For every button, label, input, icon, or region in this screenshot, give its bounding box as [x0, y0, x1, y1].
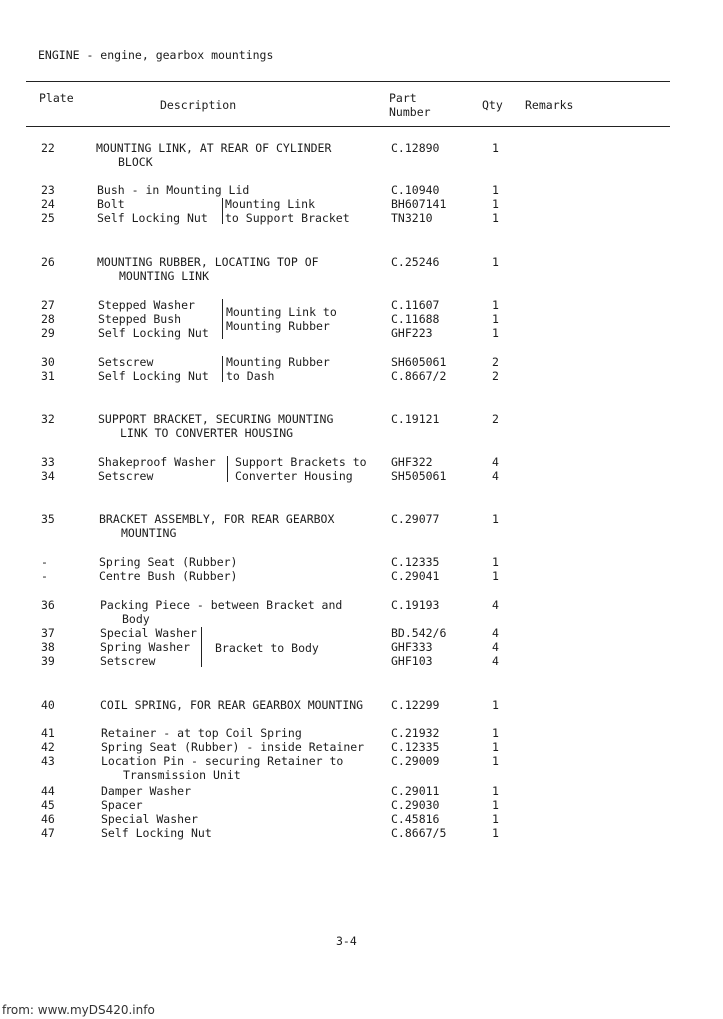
part-description: Retainer - at top Coil Spring — [101, 726, 302, 740]
quantity: 1 — [492, 211, 499, 225]
part-description: Spring Seat (Rubber) — [99, 555, 238, 569]
quantity: 1 — [492, 512, 499, 526]
part-description: Location Pin - securing Retainer to — [101, 754, 344, 768]
quantity: 1 — [492, 141, 499, 155]
part-number: C.8667/2 — [391, 369, 447, 383]
part-description: Self Locking Nut — [98, 326, 209, 340]
plate-number: 32 — [41, 412, 55, 426]
quantity: 1 — [492, 569, 499, 583]
part-number: C.29011 — [391, 784, 440, 798]
part-number: C.45816 — [391, 812, 440, 826]
quantity: 1 — [492, 312, 499, 326]
part-description: Self Locking Nut — [101, 826, 212, 840]
part-description: Setscrew — [98, 469, 154, 483]
part-number: C.21932 — [391, 726, 440, 740]
part-number: C.12890 — [391, 141, 440, 155]
part-description: Setscrew — [98, 355, 154, 369]
plate-number: 44 — [41, 784, 55, 798]
part-description-cont: LINK TO CONVERTER HOUSING — [120, 426, 294, 440]
part-description: Stepped Washer — [98, 298, 195, 312]
part-number: C.25246 — [391, 255, 440, 269]
plate-number: 23 — [41, 183, 55, 197]
part-description: COIL SPRING, FOR REAR GEARBOX MOUNTING — [100, 698, 364, 712]
header-plate: Plate — [39, 91, 74, 105]
part-number: C.11607 — [391, 298, 440, 312]
quantity: 2 — [492, 355, 499, 369]
quantity: 1 — [492, 255, 499, 269]
plate-number: 45 — [41, 798, 55, 812]
part-description: Shakeproof Washer — [98, 455, 216, 469]
part-number: C.29041 — [391, 569, 440, 583]
quantity: 2 — [492, 369, 499, 383]
quantity: 1 — [492, 798, 499, 812]
plate-number: 41 — [41, 726, 55, 740]
group-note: Mounting Link — [225, 197, 316, 211]
plate-number: 35 — [41, 512, 55, 526]
quantity: 1 — [492, 698, 499, 712]
part-number: C.29009 — [391, 754, 440, 768]
plate-number: 28 — [41, 312, 55, 326]
quantity: 1 — [492, 740, 499, 754]
part-number: C.19121 — [391, 412, 440, 426]
page-number: 3-4 — [336, 934, 357, 948]
part-number: SH605061 — [391, 355, 447, 369]
part-description-cont: Transmission Unit — [123, 768, 241, 782]
part-number: C.11688 — [391, 312, 440, 326]
plate-number: - — [41, 555, 48, 569]
quantity: 4 — [492, 455, 499, 469]
quantity: 4 — [492, 626, 499, 640]
quantity: 1 — [492, 784, 499, 798]
header-part-line2: Number — [389, 105, 431, 119]
quantity: 1 — [492, 726, 499, 740]
quantity: 2 — [492, 412, 499, 426]
part-description-cont: Body — [122, 612, 150, 626]
part-description: BRACKET ASSEMBLY, FOR REAR GEARBOX — [99, 512, 335, 526]
part-number: C.12299 — [391, 698, 440, 712]
quantity: 4 — [492, 640, 499, 654]
plate-number: 30 — [41, 355, 55, 369]
plate-number: 31 — [41, 369, 55, 383]
part-description: MOUNTING LINK, AT REAR OF CYLINDER — [96, 141, 332, 155]
part-number: C.8667/5 — [391, 826, 447, 840]
group-note: Mounting Rubber — [226, 355, 330, 369]
part-number: GHF103 — [391, 654, 433, 668]
top-rule — [26, 81, 670, 82]
part-number: GHF322 — [391, 455, 433, 469]
part-number: BD.542/6 — [391, 626, 447, 640]
part-description: Self Locking Nut — [97, 211, 208, 225]
plate-number: 38 — [41, 640, 55, 654]
quantity: 1 — [492, 754, 499, 768]
footer-source: from: www.myDS420.info — [2, 1003, 155, 1017]
plate-number: 33 — [41, 455, 55, 469]
group-bracket — [222, 356, 223, 382]
plate-number: 22 — [41, 141, 55, 155]
part-description: MOUNTING RUBBER, LOCATING TOP OF — [97, 255, 319, 269]
part-number: C.12335 — [391, 555, 440, 569]
quantity: 4 — [492, 654, 499, 668]
plate-number: 39 — [41, 654, 55, 668]
group-note: Converter Housing — [235, 469, 353, 483]
group-bracket — [201, 627, 202, 667]
group-note: to Support Bracket — [225, 211, 350, 225]
part-description: Special Washer — [100, 626, 197, 640]
group-bracket — [227, 456, 228, 482]
quantity: 4 — [492, 469, 499, 483]
quantity: 1 — [492, 183, 499, 197]
page-title: ENGINE - engine, gearbox mountings — [38, 48, 274, 62]
part-description: Special Washer — [101, 812, 198, 826]
group-note: Support Brackets to — [235, 455, 367, 469]
plate-number: 37 — [41, 626, 55, 640]
plate-number: - — [41, 569, 48, 583]
plate-number: 34 — [41, 469, 55, 483]
header-part-line1: Part — [389, 91, 417, 105]
part-number: C.19193 — [391, 598, 440, 612]
part-description-cont: MOUNTING — [121, 526, 177, 540]
part-description: Self Locking Nut — [98, 369, 209, 383]
part-description: Spring Washer — [100, 640, 191, 654]
plate-number: 46 — [41, 812, 55, 826]
quantity: 4 — [492, 598, 499, 612]
part-number: C.10940 — [391, 183, 440, 197]
part-description-cont: MOUNTING LINK — [119, 269, 210, 283]
plate-number: 26 — [41, 255, 55, 269]
part-description: Stepped Bush — [98, 312, 182, 326]
header-qty: Qty — [482, 98, 503, 112]
part-number: GHF333 — [391, 640, 433, 654]
plate-number: 27 — [41, 298, 55, 312]
header-description: Description — [160, 98, 237, 112]
plate-number: 25 — [41, 211, 55, 225]
part-description: Damper Washer — [101, 784, 192, 798]
group-note: Mounting Rubber — [226, 319, 330, 333]
header-rule — [26, 126, 670, 127]
part-number: C.12335 — [391, 740, 440, 754]
group-bracket — [222, 299, 223, 339]
part-number: TN3210 — [391, 211, 433, 225]
part-description: Packing Piece - between Bracket and — [100, 598, 343, 612]
plate-number: 42 — [41, 740, 55, 754]
header-remarks: Remarks — [525, 98, 574, 112]
plate-number: 47 — [41, 826, 55, 840]
part-description-cont: BLOCK — [118, 155, 153, 169]
quantity: 1 — [492, 326, 499, 340]
plate-number: 40 — [41, 698, 55, 712]
part-number: C.29077 — [391, 512, 440, 526]
plate-number: 29 — [41, 326, 55, 340]
group-note: to Dash — [226, 369, 275, 383]
quantity: 1 — [492, 555, 499, 569]
part-description: SUPPORT BRACKET, SECURING MOUNTING — [98, 412, 334, 426]
plate-number: 24 — [41, 197, 55, 211]
group-bracket — [222, 198, 223, 224]
quantity: 1 — [492, 197, 499, 211]
group-note: Mounting Link to — [226, 305, 337, 319]
plate-number: 43 — [41, 754, 55, 768]
part-description: Bush - in Mounting Lid — [97, 183, 250, 197]
part-number: GHF223 — [391, 326, 433, 340]
quantity: 1 — [492, 812, 499, 826]
part-description: Setscrew — [100, 654, 156, 668]
part-number: SH505061 — [391, 469, 447, 483]
quantity: 1 — [492, 826, 499, 840]
part-description: Spacer — [101, 798, 143, 812]
part-description: Bolt — [97, 197, 125, 211]
plate-number: 36 — [41, 598, 55, 612]
part-description: Spring Seat (Rubber) - inside Retainer — [101, 740, 365, 754]
quantity: 1 — [492, 298, 499, 312]
part-number: C.29030 — [391, 798, 440, 812]
part-description: Centre Bush (Rubber) — [99, 569, 238, 583]
group-note: Bracket to Body — [215, 641, 319, 655]
part-number: BH607141 — [391, 197, 447, 211]
